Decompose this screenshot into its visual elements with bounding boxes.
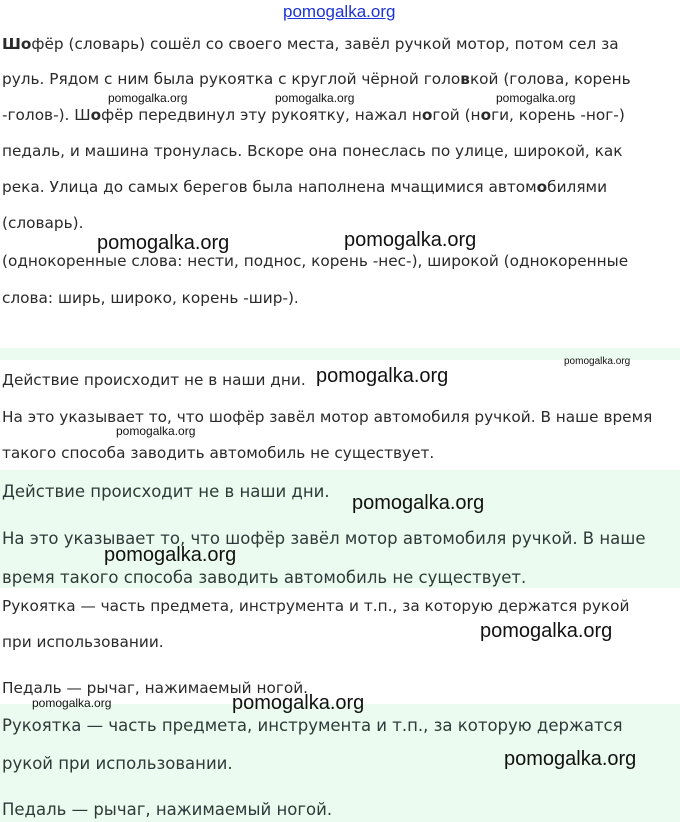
text-segment: -голов-). Ш	[2, 106, 91, 124]
stressed-letter: о	[20, 35, 32, 53]
definition-handle-line-1: Рукоятка — часть предмета, инструмента и т.п., за которую держатся рукой	[2, 597, 630, 615]
watermark: pomogalka.org	[275, 91, 355, 105]
text-segment: (словарь).	[2, 214, 84, 232]
text-segment: руль. Рядом с ним была рукоятка с круглой чёрной голо	[2, 70, 461, 88]
definition-alt-handle-line-2: рукой при использовании.	[2, 754, 233, 773]
text-line-7	[2, 252, 628, 270]
stressed-letter: о	[90, 106, 102, 124]
text-segment: слова: ширь, широко, корень -шир-).	[2, 289, 299, 307]
watermark: pomogalka.org	[344, 229, 477, 251]
text-line-5	[2, 178, 607, 196]
answer-alt-line-2: На это указывает то, что шофёр завёл мотор автомобиля ручкой. В наше	[2, 529, 646, 548]
text-line-1	[2, 35, 619, 53]
answer-alt-line-3: время такого способа заводить автомобиль не существует.	[2, 568, 527, 587]
text-line-4	[2, 142, 622, 160]
text-segment: педаль, и машина тронулась. Вскоре она понеслась по улице, широкой, как	[2, 142, 623, 160]
definition-alt-pedal: Педаль — рычаг, нажимаемый ногой.	[2, 800, 333, 819]
watermark: pomogalka.org	[116, 424, 196, 438]
watermark: pomogalka.org	[352, 492, 485, 514]
stressed-letter: о	[421, 106, 433, 124]
text-segment: фёр передвинул эту рукоятку, нажал н	[101, 106, 422, 124]
text-segment: билями	[547, 178, 608, 196]
text-segment: фёр (словарь) сошёл со своего места, завёл ручкой мотор, потом сел за	[31, 35, 619, 53]
text-line-3	[2, 106, 625, 124]
watermark: pomogalka.org	[97, 232, 230, 254]
text-segment: река. Улица до самых берегов была наполнена мчащимися автом	[2, 178, 537, 196]
text-segment: гой (н	[432, 106, 481, 124]
text-line-8	[2, 289, 299, 307]
watermark: pomogalka.org	[564, 356, 631, 367]
definition-alt-handle-line-1: Рукоятка — часть предмета, инструмента и т.п., за которую держатся	[2, 716, 623, 735]
text-line-2	[2, 70, 631, 88]
watermark: pomogalka.org	[108, 91, 188, 105]
answer-line-3: такого способа заводить автомобиль не существует.	[2, 444, 435, 462]
stressed-letter: о	[536, 178, 548, 196]
answer-line-2: На это указывает то, что шофёр завёл мотор автомобиля ручкой. В наше время	[2, 408, 653, 426]
watermark: pomogalka.org	[480, 620, 613, 642]
answer-line-1: Действие происходит не в наши дни.	[2, 371, 306, 389]
watermark: pomogalka.org	[232, 692, 365, 714]
watermark: pomogalka.org	[504, 748, 637, 770]
definition-handle-line-2: при использовании.	[2, 633, 164, 651]
watermark: pomogalka.org	[32, 696, 112, 710]
text-line-6	[2, 214, 83, 232]
stressed-letter: Ш	[2, 35, 21, 53]
text-segment: ги, корень -ног-)	[491, 106, 625, 124]
answer-alt-line-1: Действие происходит не в наши дни.	[2, 482, 330, 501]
watermark: pomogalka.org	[496, 91, 576, 105]
watermark-link[interactable]: pomogalka.org	[283, 2, 396, 21]
text-segment: кой (голова, корень	[469, 70, 631, 88]
definition-pedal: Педаль — рычаг, нажимаемый ногой.	[2, 679, 309, 697]
watermark: pomogalka.org	[316, 365, 449, 387]
watermark: pomogalka.org	[104, 544, 237, 566]
stressed-letter: о	[480, 106, 492, 124]
stressed-letter: в	[460, 70, 470, 88]
text-segment: (однокоренные слова: нести, поднос, корень -нес-), широкой (однокоренные	[2, 252, 629, 270]
